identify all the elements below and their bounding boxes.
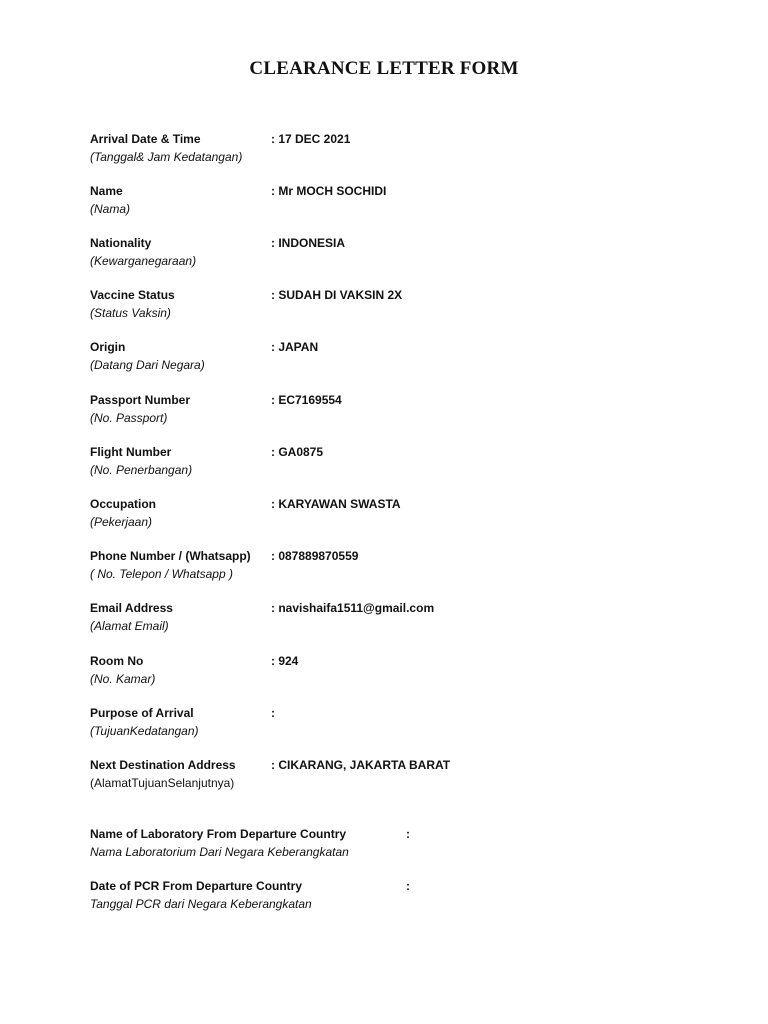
field-value: : 924 (271, 654, 299, 668)
field-sublabel: (Kewarganegaraan) (90, 253, 197, 268)
field-value: : JAPAN (271, 340, 319, 354)
field-sublabel: (TujuanKedatangan) (90, 723, 199, 738)
field-purpose-of-arrival (90, 705, 710, 740)
field-label: Email Address (90, 601, 173, 615)
field-value: : KARYAWAN SWASTA (271, 497, 401, 511)
form-title: CLEARANCE LETTER FORM (249, 58, 519, 79)
field-sublabel: (Alamat Email) (90, 618, 169, 633)
field-sublabel: (Status Vaksin) (90, 305, 171, 320)
field-label: Room No (90, 654, 144, 668)
field-value: : EC7169554 (271, 393, 342, 407)
field-value: : GA0875 (271, 445, 324, 459)
field-value: : 17 DEC 2021 (271, 132, 351, 146)
field-arrival-date (90, 131, 710, 166)
field-flight-number (90, 444, 710, 479)
field-value: : navishaifa1511@gmail.com (271, 601, 435, 615)
field-passport-number (90, 392, 710, 427)
field-label: Nationality (90, 236, 152, 250)
field-next-destination (90, 757, 710, 792)
field-room-no (90, 653, 710, 688)
field-email-address (90, 600, 710, 635)
field-laboratory-name (90, 826, 710, 861)
field-value: : Mr MOCH SOCHIDI (271, 184, 387, 198)
field-nationality (90, 235, 710, 270)
field-pcr-date (90, 878, 710, 913)
field-origin (90, 339, 710, 374)
field-sublabel: (No. Kamar) (90, 671, 156, 686)
field-value: : (406, 827, 410, 841)
field-label: Arrival Date & Time (90, 132, 201, 146)
field-phone-number (90, 548, 710, 583)
field-value: : INDONESIA (271, 236, 346, 250)
field-label: Occupation (90, 497, 157, 511)
field-label: Date of PCR From Departure Country (90, 879, 303, 893)
field-sublabel: (Datang Dari Negara) (90, 357, 205, 372)
field-sublabel: (Tanggal& Jam Kedatangan) (90, 149, 243, 164)
field-label: Passport Number (90, 393, 191, 407)
field-name (90, 183, 710, 218)
field-sublabel: (Pekerjaan) (90, 514, 153, 529)
field-value: : (406, 879, 410, 893)
field-sublabel: Tanggal PCR dari Negara Keberangkatan (90, 896, 312, 911)
field-label: Origin (90, 340, 126, 354)
field-label: Flight Number (90, 445, 172, 459)
field-label: Name of Laboratory From Departure Country (90, 827, 347, 841)
field-sublabel: ( No. Telepon / Whatsapp ) (90, 566, 233, 581)
field-sublabel: (Nama) (90, 201, 131, 216)
field-label: Name (90, 184, 123, 198)
field-sublabel: (AlamatTujuanSelanjutnya) (90, 775, 235, 790)
field-sublabel: Nama Laboratorium Dari Negara Keberangkatan (90, 844, 349, 859)
field-value: : SUDAH DI VAKSIN 2X (271, 288, 403, 302)
field-label: Next Destination Address (90, 758, 236, 772)
field-sublabel: (No. Penerbangan) (90, 462, 193, 477)
field-value: : (271, 706, 275, 720)
field-label: Purpose of Arrival (90, 706, 194, 720)
field-vaccine-status (90, 287, 710, 322)
field-value: : CIKARANG, JAKARTA BARAT (271, 758, 451, 772)
field-value: : 087889870559 (271, 549, 359, 563)
field-label: Phone Number / (Whatsapp) (90, 549, 251, 563)
field-sublabel: (No. Passport) (90, 410, 168, 425)
field-occupation (90, 496, 710, 531)
field-label: Vaccine Status (90, 288, 175, 302)
